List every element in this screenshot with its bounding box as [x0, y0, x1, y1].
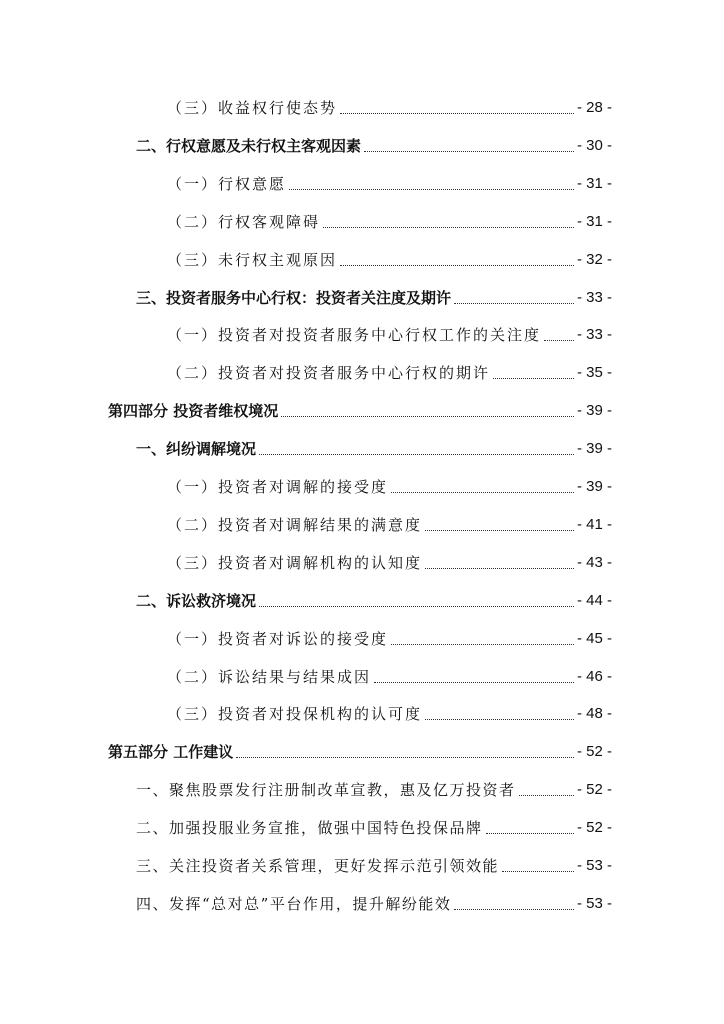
dot-leader — [340, 265, 574, 266]
toc-entry-title: （三）未行权主观原因 — [167, 250, 338, 269]
toc-entry-title: （一）投资者对诉讼的接受度 — [167, 629, 389, 648]
dot-leader — [289, 189, 574, 190]
dot-leader — [454, 303, 574, 304]
toc-entry-title: 一、纠纷调解境况 — [136, 440, 257, 459]
toc-entry[interactable] — [167, 246, 612, 270]
toc-entry[interactable] — [136, 890, 612, 914]
dot-leader — [493, 378, 574, 379]
toc-entry[interactable] — [136, 435, 612, 459]
dot-leader — [425, 568, 574, 569]
toc-entry-title: 第五部分 工作建议 — [108, 743, 234, 762]
dot-leader — [236, 757, 574, 758]
dot-leader — [340, 113, 574, 114]
toc-entry-title: 二、加强投服业务宣推，做强中国特色投保品牌 — [136, 819, 483, 838]
toc-entry-title: 二、诉讼救济境况 — [136, 591, 257, 610]
dot-leader — [281, 416, 574, 417]
toc-entry[interactable] — [167, 208, 612, 232]
dot-leader — [544, 340, 574, 341]
toc-entry[interactable] — [136, 132, 612, 156]
toc-entry-title: 三、投资者服务中心行权：投资者关注度及期许 — [136, 288, 452, 307]
toc-entry-title: （二）诉讼结果与结果成因 — [167, 667, 372, 686]
toc-entry-page-number: - 43 - — [576, 553, 612, 571]
toc-entry-page-number: - 32 - — [576, 250, 612, 268]
dot-leader — [259, 606, 574, 607]
toc-entry[interactable] — [167, 549, 612, 573]
toc-entry[interactable] — [167, 94, 612, 118]
toc-entry[interactable] — [167, 321, 612, 345]
toc-entry-title: 一、聚焦股票发行注册制改革宣教，惠及亿万投资者 — [136, 781, 516, 800]
toc-entry[interactable] — [136, 776, 612, 800]
toc-entry-title: （三）收益权行使态势 — [167, 99, 338, 117]
toc-entry-page-number: - 41 - — [576, 515, 612, 533]
toc-entry[interactable] — [136, 587, 612, 611]
toc-entry-page-number: - 48 - — [576, 705, 612, 723]
toc-entry-page-number: - 35 - — [576, 364, 612, 382]
dot-leader — [391, 644, 574, 645]
dot-leader — [454, 909, 574, 910]
toc-entry-page-number: - 33 - — [576, 326, 612, 344]
toc-entry-title: （三）投资者对调解机构的认知度 — [167, 553, 423, 572]
toc-entry-title: 二、行权意愿及未行权主客观因素 — [136, 136, 362, 155]
dot-leader — [519, 795, 574, 796]
toc-entry-title: （二）投资者对调解结果的满意度 — [167, 515, 423, 534]
toc-entry-page-number: - 31 - — [576, 174, 612, 192]
dot-leader — [374, 682, 574, 683]
toc-entry-page-number: - 44 - — [576, 591, 612, 609]
toc-entry-page-number: - 31 - — [576, 212, 612, 230]
toc-entry[interactable] — [167, 511, 612, 535]
toc-entry[interactable] — [167, 700, 612, 724]
toc-entry[interactable] — [108, 738, 612, 762]
dot-leader — [486, 833, 574, 834]
toc-entry-page-number: - 39 - — [576, 440, 612, 458]
toc-entry-title: （二）行权客观障碍 — [167, 212, 321, 231]
toc-entry-title: （一）投资者对投资者服务中心行权工作的关注度 — [167, 326, 542, 345]
toc-entry-page-number: - 53 - — [576, 894, 612, 912]
toc-entry-page-number: - 52 - — [576, 819, 612, 837]
toc-entry-page-number: - 52 - — [576, 743, 612, 761]
toc-entry-page-number: - 28 - — [576, 99, 612, 116]
toc-entry-page-number: - 33 - — [576, 288, 612, 306]
dot-leader — [323, 227, 574, 228]
toc-entry[interactable] — [108, 397, 612, 421]
toc-entry[interactable] — [136, 284, 612, 308]
dot-leader — [425, 719, 574, 720]
toc-entry-title: 三、关注投资者关系管理，更好发挥示范引领效能 — [136, 857, 500, 875]
dot-leader — [364, 151, 574, 152]
toc-entry[interactable] — [167, 170, 612, 194]
dot-leader — [391, 492, 574, 493]
toc-entry-page-number: - 30 - — [576, 136, 612, 154]
toc-entry-page-number: - 53 - — [576, 857, 612, 874]
toc-entry-page-number: - 45 - — [576, 629, 612, 647]
toc-entry[interactable] — [167, 473, 612, 497]
toc-entry-title: （一）投资者对调解的接受度 — [167, 478, 389, 496]
toc-entry-title: （二）投资者对投资者服务中心行权的期许 — [167, 364, 491, 383]
toc-entry-title: （三）投资者对投保机构的认可度 — [167, 705, 423, 724]
toc-entry-page-number: - 39 - — [576, 402, 612, 420]
toc-entry[interactable] — [167, 663, 612, 687]
toc-entry-title: 第四部分 投资者维权境况 — [108, 402, 279, 421]
dot-leader — [259, 454, 574, 455]
toc-entry-title: （一）行权意愿 — [167, 174, 287, 193]
toc-entry[interactable] — [136, 852, 612, 876]
toc-entry-title: 四、发挥“总对总”平台作用，提升解纷能效 — [136, 894, 452, 913]
toc-entry[interactable] — [167, 359, 612, 383]
toc-entry[interactable] — [136, 814, 612, 838]
toc-entry-page-number: - 46 - — [576, 667, 612, 685]
dot-leader — [502, 871, 574, 872]
dot-leader — [425, 530, 574, 531]
toc-entry-page-number: - 39 - — [576, 478, 612, 495]
toc-entry-page-number: - 52 - — [576, 781, 612, 799]
toc-entry[interactable] — [167, 625, 612, 649]
